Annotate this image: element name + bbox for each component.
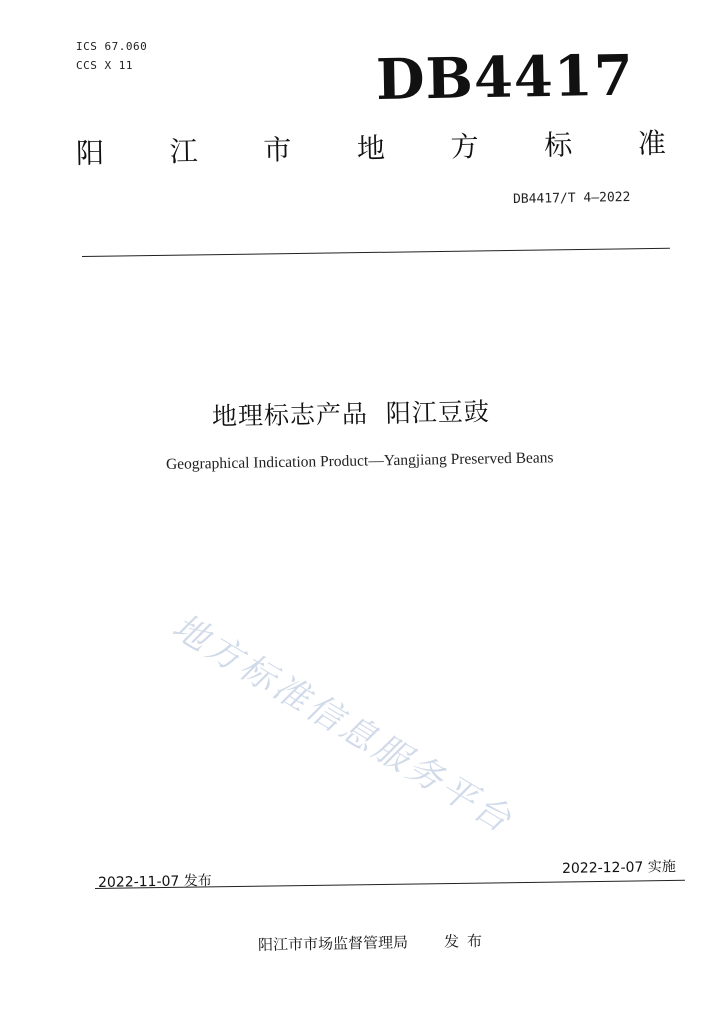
- standard-type-char: 准: [637, 126, 667, 161]
- standard-type-char: 标: [543, 128, 573, 162]
- standard-type-title: [76, 122, 667, 172]
- standard-type-char: 市: [263, 133, 292, 167]
- issue-date: 2022-11-07 发布: [97, 873, 212, 891]
- standard-type-char: 方: [450, 129, 479, 164]
- issue-action: 发布: [443, 931, 491, 951]
- standard-type-char: 江: [169, 134, 198, 169]
- standard-type-char: 阳: [75, 136, 105, 170]
- ccs-code: CCS X 11: [76, 59, 133, 72]
- document-title-chinese: 地理标志产品 阳江豆豉: [211, 397, 491, 431]
- db-logo: DB4417: [375, 42, 635, 113]
- header-divider: [82, 248, 670, 257]
- ics-code: ICS 67.060: [76, 40, 148, 53]
- standard-type-char: 地: [356, 131, 386, 166]
- issuer-name: 阳江市市场监督管理局: [257, 933, 409, 954]
- issuer-line: [258, 930, 490, 955]
- document-title-english: Geographical Indication Product—Yangjiang Preserved Beans: [165, 449, 554, 473]
- implementation-date: 2022-12-07 实施: [561, 859, 676, 877]
- watermark: 地方标准信息服务平台: [165, 606, 521, 843]
- standard-code: DB4417/T 4—2022: [512, 189, 631, 208]
